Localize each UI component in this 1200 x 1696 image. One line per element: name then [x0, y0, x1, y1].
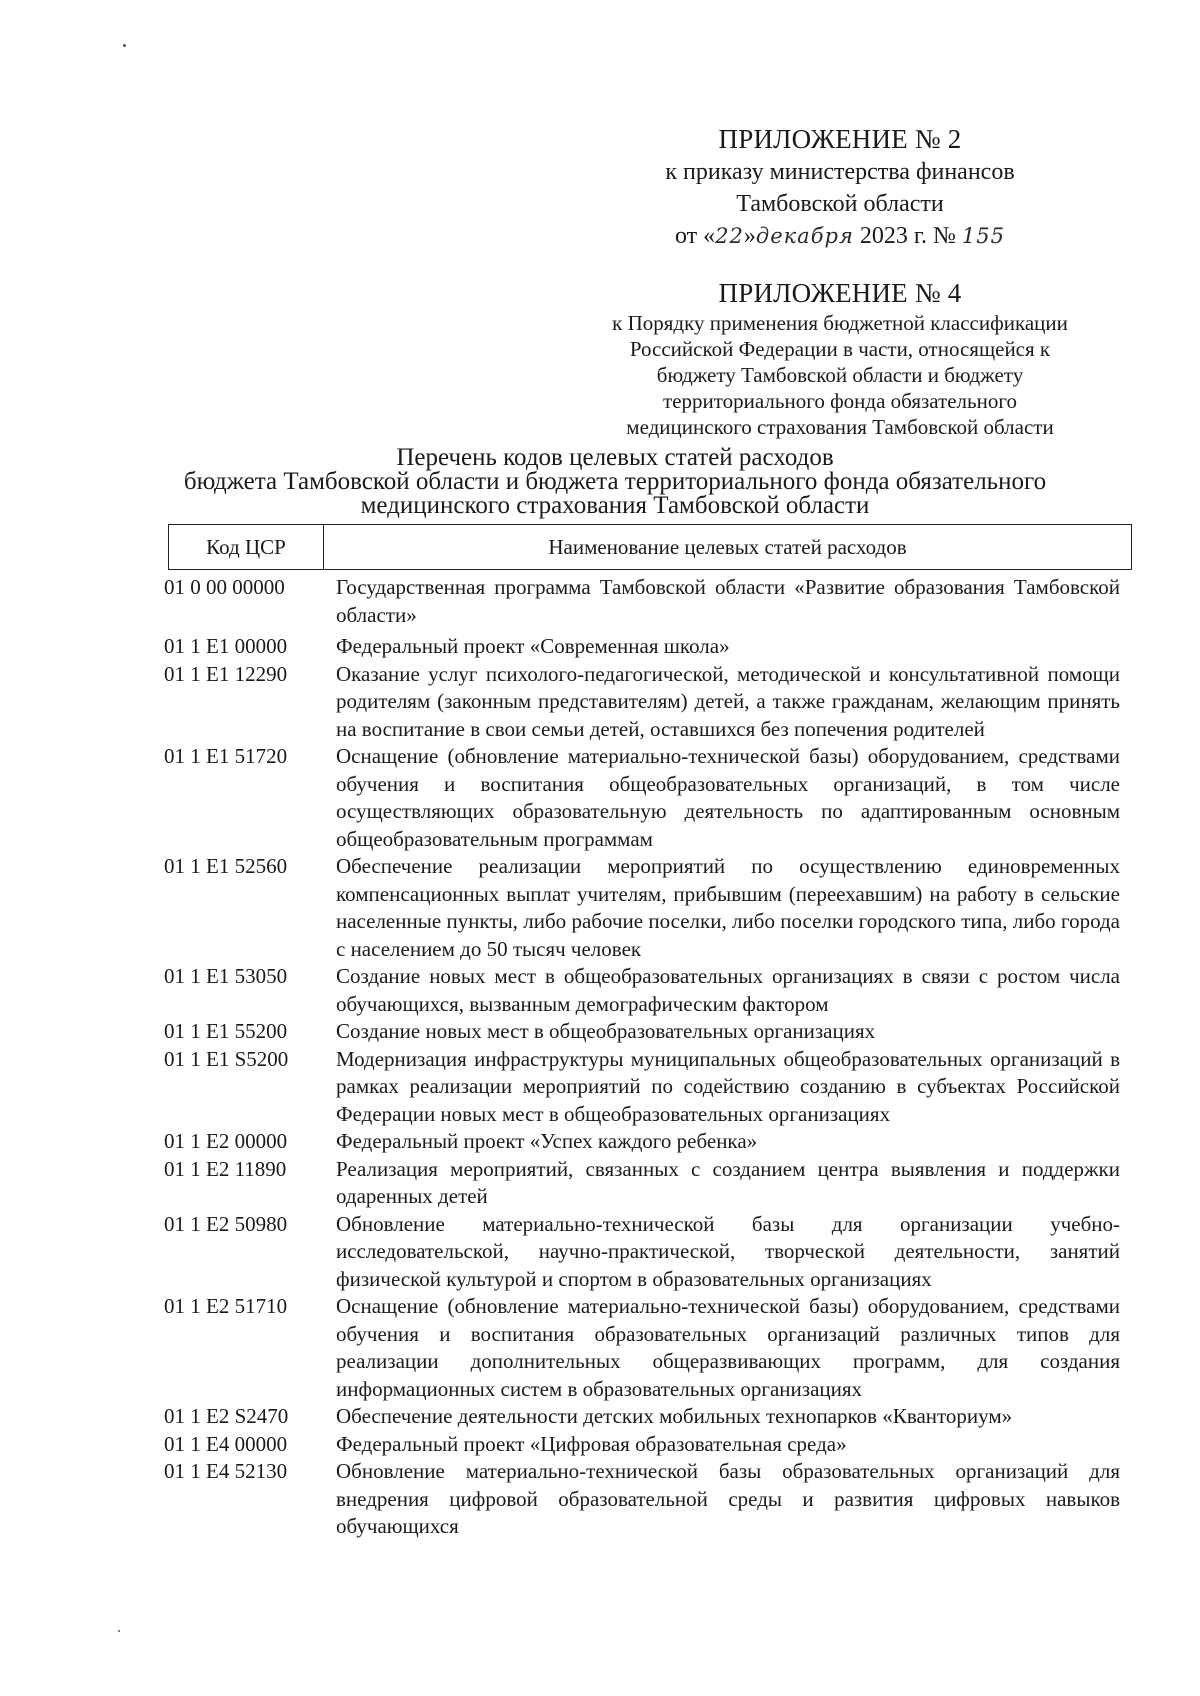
- row-code: 01 1 E4 52130: [164, 1459, 288, 1483]
- appendix-4-title: ПРИЛОЖЕНИЕ № 4: [718, 278, 962, 308]
- table-row: [158, 1403, 1124, 1431]
- table-row: [158, 1431, 1124, 1459]
- row-name: Обеспечение деятельности детских мобильных технопарков «Кванториум»: [336, 1404, 1013, 1428]
- row-name: Государственная программа Тамбовской области «Развитие образования Тамбовской области»: [336, 575, 1120, 627]
- date-prefix: от «: [674, 223, 716, 249]
- appendix-4-line: бюджету Тамбовской области и бюджету: [656, 363, 1024, 387]
- row-name: Создание новых мест в общеобразовательных организациях: [336, 1019, 876, 1043]
- row-name: Создание новых мест в общеобразовательных организациях в связи с ростом числа обучающихся, вызванным демографическим фактором: [336, 964, 1120, 1016]
- table-row: [158, 633, 1124, 661]
- row-code: 01 1 E4 00000: [164, 1431, 288, 1456]
- list-title: [120, 446, 1110, 518]
- appendix-2-block: [600, 122, 1080, 252]
- appendix-4-block: [590, 276, 1090, 440]
- appendix-2-title: ПРИЛОЖЕНИЕ № 2: [718, 124, 962, 154]
- row-code: 01 1 E1 52560: [164, 854, 288, 878]
- list-title-line: Перечень кодов целевых статей расходов: [396, 444, 834, 471]
- table-row: [158, 1018, 1124, 1046]
- table-row: [158, 574, 1124, 629]
- row-name: Оказание услуг психолого-педагогической, методической и консультативной помощи родителям (законным представителям) детей, а также гражданам, желающим принять на воспитание в свои семьи детей, оставшихся без попечения родителей: [336, 661, 1120, 741]
- row-name: Оснащение (обновление материально-технической базы) оборудованием, средствами обучения и воспитания общеобразовательных организаций, в том числе осуществляющих образовательную деятельность по адаптированным основным общеобразовательным программам: [336, 744, 1120, 851]
- row-code: 01 1 E1 53050: [164, 964, 288, 988]
- appendix-4-line: медицинского страхования Тамбовской области: [626, 415, 1054, 439]
- row-code: 01 1 E2 00000: [164, 1129, 288, 1153]
- doc-number-handwritten: 155: [961, 224, 1005, 248]
- table-row: [158, 1458, 1124, 1541]
- row-code: 01 1 E2 S2470: [164, 1404, 289, 1428]
- appendix-4-line: территориального фонда обязательного: [663, 389, 1017, 413]
- row-code: 01 1 E1 S5200: [164, 1046, 289, 1071]
- table-row: [158, 1293, 1124, 1403]
- row-code: 01 1 E2 11890: [164, 1156, 287, 1181]
- row-name: Федеральный проект «Современная школа»: [336, 634, 730, 658]
- table-row: [158, 1046, 1124, 1129]
- list-title-line: медицинского страхования Тамбовской области: [360, 492, 870, 519]
- table-row: [158, 963, 1124, 1018]
- appendix-4-line: к Порядку применения бюджетной классификации: [612, 311, 1068, 335]
- date-month-handwritten: декабря: [755, 224, 854, 248]
- table-row: [158, 1156, 1124, 1211]
- header-code: Код ЦСР: [169, 525, 324, 569]
- row-name: Обновление материально-технической базы для организации учебно-исследовательской, научно-практической, творческой деятельности, занятий физической культурой и спортом в образовательных организациях: [336, 1211, 1120, 1291]
- row-name: Обеспечение реализации мероприятий по осуществлению единовременных компенсационных выплат учителям, прибывшим (переехавшим) на работу в сельские населенные пункты, либо рабочие поселки, либо поселки городского типа, либо города с населением до 50 тысяч человек: [336, 854, 1120, 961]
- appendix-2-date-line: [600, 220, 1080, 252]
- table-header: [168, 524, 1132, 570]
- table-row: [158, 853, 1124, 963]
- row-name: Модернизация инфраструктуры муниципальных общеобразовательных организаций в рамках реализации мероприятий по содействию созданию в субъектах Российской Федерации новых мест в общеобразовательных организациях: [336, 1046, 1120, 1126]
- row-code: 01 1 E1 00000: [164, 634, 288, 658]
- row-code: 01 1 E2 50980: [164, 1211, 288, 1236]
- table-row: [158, 743, 1124, 853]
- date-year: 2023 г. №: [859, 223, 956, 249]
- row-code: 01 1 E2 51710: [164, 1294, 288, 1318]
- table-row: [158, 1211, 1124, 1294]
- row-code: 01 1 E1 55200: [164, 1019, 288, 1043]
- row-code: 01 1 E1 12290: [164, 661, 288, 686]
- row-code: 01 1 E1 51720: [164, 744, 288, 768]
- row-name: Обновление материально-технической базы образовательных организаций для внедрения цифровой образовательной среды и развития цифровых навыков обучающихся: [336, 1459, 1120, 1538]
- appendix-4-line: Российской Федерации в части, относящейся к: [629, 337, 1051, 361]
- table-row: [158, 661, 1124, 744]
- list-title-line: бюджета Тамбовской области и бюджета территориального фонда обязательного: [183, 468, 1047, 495]
- table-body: [158, 574, 1124, 1541]
- row-name: Федеральный проект «Цифровая образовательная среда»: [336, 1431, 847, 1456]
- appendix-2-line-2: Тамбовской области: [736, 191, 944, 217]
- date-mid: »: [743, 223, 756, 249]
- row-name: Оснащение (обновление материально-технической базы) оборудованием, средствами обучения и воспитания образовательных организаций различных типов для реализации дополнительных общеразвивающих программ, для создания информационных систем в образовательных организациях: [336, 1294, 1120, 1401]
- row-code: 01 0 00 00000: [164, 575, 285, 599]
- table-row: [158, 1128, 1124, 1156]
- appendix-2-line-1: к приказу министерства финансов: [665, 159, 1015, 185]
- scan-speck: [123, 44, 126, 47]
- scan-speck: [118, 1630, 120, 1632]
- header-name: Наименование целевых статей расходов: [548, 534, 907, 559]
- row-name: Реализация мероприятий, связанных с созданием центра выявления и поддержки одаренных детей: [336, 1156, 1120, 1208]
- row-name: Федеральный проект «Успех каждого ребенка»: [336, 1129, 758, 1153]
- date-day-handwritten: 22: [715, 224, 744, 248]
